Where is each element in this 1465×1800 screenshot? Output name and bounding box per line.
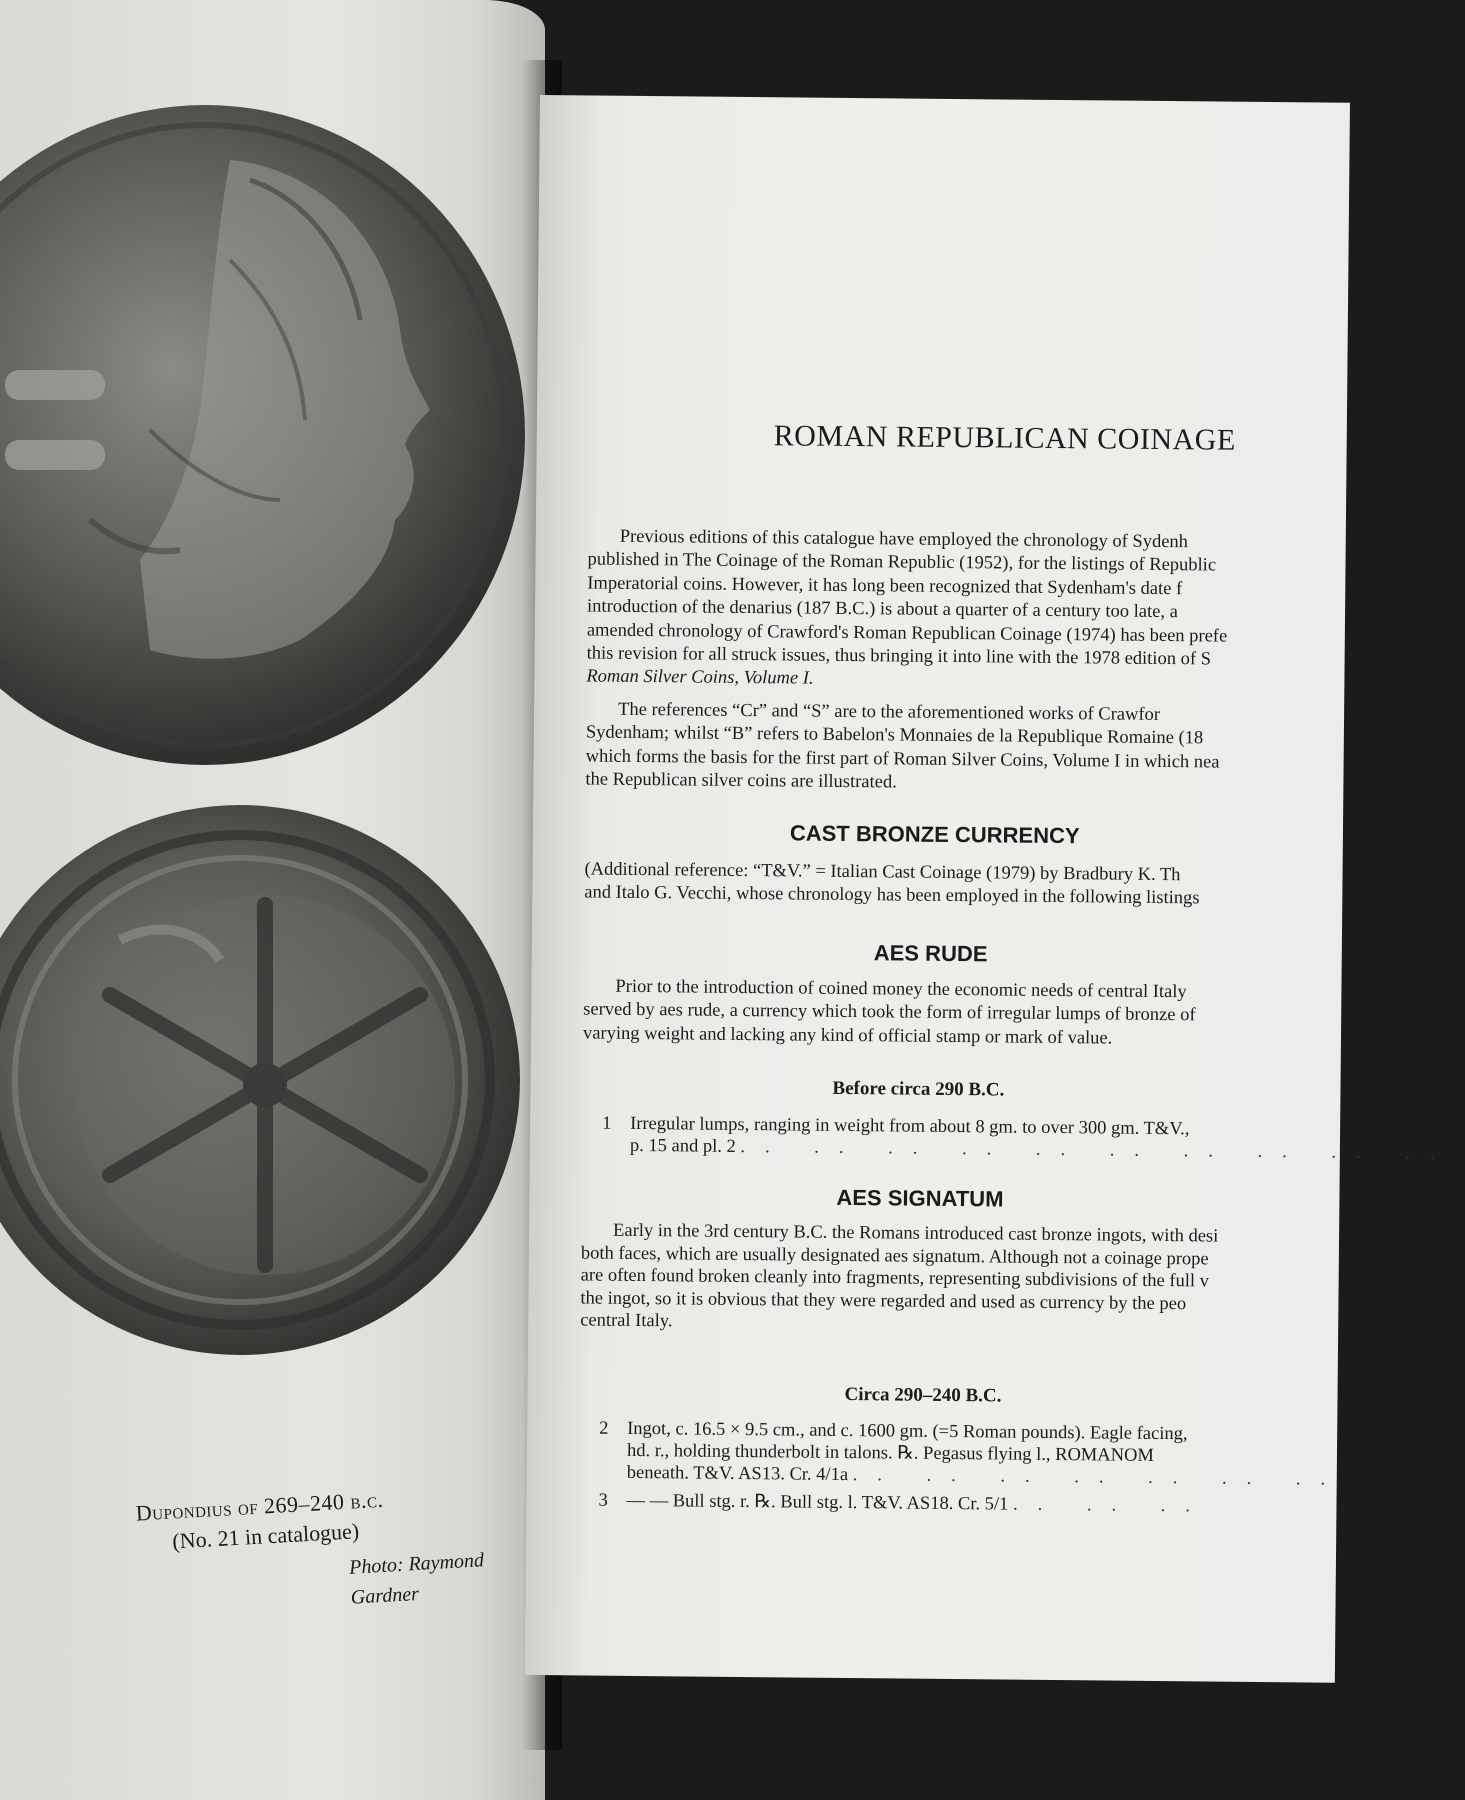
aes-signatum-paragraph (580, 1219, 1361, 1339)
entry-line: p. 15 and pl. 2 (629, 1135, 736, 1157)
intro-line: this revision for all struck issues, thus bringing it into line with the 1978 edition of S (586, 643, 1212, 670)
aes-rude-paragraph (583, 975, 1364, 1053)
cast-bronze-line: and Italo G. Vecchi, whose chronology has been employed in the following listings (584, 882, 1200, 909)
dot-leader: .. .. .. .. .. .. .. .. .. .. (740, 1136, 1455, 1164)
entry-text (630, 1113, 1455, 1165)
plate-caption (110, 1475, 556, 1625)
left-page-plate (0, 0, 545, 1800)
period-290-240: Circa 290–240 B.C. (844, 1383, 1002, 1407)
dot-leader: .. .. .. (1012, 1494, 1211, 1517)
aes-rude-line: served by aes rude, a currency which took the form of irregular lumps of bronze of (583, 999, 1196, 1026)
entry-number: 3 (598, 1490, 608, 1511)
heading-cast-bronze: CAST BRONZE CURRENCY (789, 820, 1080, 849)
intro-line: Imperatorial coins. However, it has long been recognized that Sydenham's date f (587, 573, 1183, 599)
heading-aes-rude: AES RUDE (873, 940, 988, 967)
references-line: the Republican silver coins are illustrated. (585, 769, 897, 793)
aes-signatum-line: Early in the 3rd century B.C. the Romans introduced cast bronze ingots, with desi (613, 1220, 1219, 1247)
coin-reverse (0, 805, 520, 1355)
entry-text (627, 1418, 1346, 1491)
aes-signatum-line: the ingot, so it is obvious that they were regarded and used as currency by the peo (580, 1287, 1187, 1314)
aes-signatum-line: are often found broken cleanly into fragments, representing subdivisions of the full v (580, 1265, 1210, 1292)
entry-text (626, 1490, 1210, 1518)
references-line: Sydenham; whilst “B” refers to Babelon's Monnaies de la Republique Romaine (18 (585, 722, 1204, 749)
intro-paragraph (586, 525, 1368, 696)
entry-line: — — Bull stg. r. ℞. Bull stg. l. T&V. AS18. Cr. 5/1 (626, 1490, 1009, 1515)
right-page-text (525, 95, 1455, 1683)
coin-obverse (0, 105, 525, 765)
entry-number: 2 (599, 1418, 609, 1439)
cast-bronze-line: (Additional reference: “T&V.” = Italian Cast Coinage (1979) by Bradbury K. Th (584, 859, 1181, 886)
page-content (580, 95, 1455, 1517)
entry-line: beneath. T&V. AS13. Cr. 4/1a (626, 1462, 849, 1486)
intro-line: published in The Coinage of the Roman Republic (1952), for the listings of Republic (587, 549, 1217, 576)
cast-bronze-paragraph (584, 858, 1364, 912)
entry-line: Ingot, c. 16.5 × 9.5 cm., and c. 1600 gm. (=5 Roman pounds). Eagle facing, (627, 1418, 1188, 1445)
aes-signatum-line: central Italy. (580, 1310, 673, 1332)
references-paragraph (585, 698, 1366, 799)
page-title: ROMAN REPUBLICAN COINAGE (773, 419, 1236, 457)
entry-line-with-leader (626, 1490, 1210, 1518)
entry-number: 1 (602, 1113, 612, 1134)
references-line: which forms the basis for the first part of Roman Silver Coins, Volume I in which nea (585, 746, 1220, 773)
caption-reference: (No. 21 in catalogue) (171, 1518, 360, 1554)
aes-rude-line: varying weight and lacking any kind of official stamp or mark of value. (582, 1023, 1113, 1049)
aes-signatum-line: both faces, which are usually designated aes signatum. Although not a coinage prope (580, 1242, 1209, 1269)
intro-line: introduction of the denarius (187 B.C.) is about a quarter of a century too late, a (586, 596, 1178, 623)
intro-line: Roman Silver Coins, Volume I. (586, 666, 814, 690)
catalogue-entry-3 (578, 1489, 1358, 1522)
period-before-290: Before circa 290 B.C. (832, 1077, 1005, 1101)
dot-leader: .. .. .. .. .. .. .. (852, 1465, 1346, 1490)
caption-title: Dupondius of 269–240 b.c. (135, 1486, 385, 1526)
caption-photo-credit: Photo: Raymond Gardner (348, 1549, 485, 1609)
catalogue-entry-2 (579, 1417, 1360, 1494)
entry-line: Irregular lumps, ranging in weight from about 8 gm. to over 300 gm. T&V., (630, 1113, 1190, 1140)
catalogue-entry-1 (582, 1112, 1455, 1167)
heading-aes-signatum: AES SIGNATUM (836, 1184, 1004, 1212)
aes-rude-line: Prior to the introduction of coined money the economic needs of central Italy (615, 976, 1187, 1003)
entry-line: hd. r., holding thunderbolt in talons. ℞. Pegasus flying l., ROMANOM (626, 1440, 1154, 1466)
intro-line: amended chronology of Crawford's Roman Republican Coinage (1974) has been prefe (586, 620, 1228, 647)
references-line: The references “Cr” and “S” are to the aforementioned works of Crawfor (618, 699, 1161, 725)
intro-line: Previous editions of this catalogue have employed the chronology of Sydenh (619, 526, 1189, 553)
